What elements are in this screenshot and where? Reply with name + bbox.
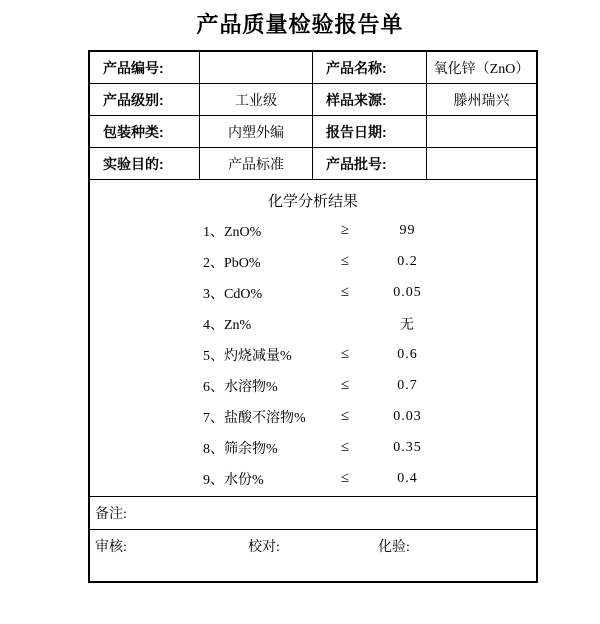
field-value-product-no <box>200 52 313 84</box>
chem-item-value: 0.4 <box>397 470 418 486</box>
report-table <box>88 50 538 583</box>
chem-row <box>90 215 536 246</box>
chem-item-value: 0.05 <box>393 284 422 300</box>
chem-row <box>90 308 536 339</box>
chem-item-label: 7、盐酸不溶物% <box>203 410 306 426</box>
chem-item-label: 2、PbO% <box>203 255 261 271</box>
field-label-batch-no: 产品批号: <box>313 148 427 180</box>
tester-label: 化验: <box>378 540 410 555</box>
chem-row <box>90 401 536 432</box>
chem-item-label: 6、水溶物% <box>203 379 278 395</box>
field-value-test-purpose: 产品标准 <box>200 148 313 180</box>
chem-item-operator: ≤ <box>340 346 350 362</box>
chem-item-label: 4、Zn% <box>203 317 252 333</box>
field-value-product-grade: 工业级 <box>200 84 313 116</box>
chem-item-value: 0.35 <box>393 439 422 455</box>
field-label-product-grade: 产品级别: <box>90 84 200 116</box>
field-label-sample-source: 样品来源: <box>313 84 427 116</box>
chem-item-label: 8、筛余物% <box>203 441 278 457</box>
field-value-batch-no <box>427 148 536 180</box>
chem-item-operator: ≥ <box>340 222 350 238</box>
field-label-package-type: 包装种类: <box>90 116 200 148</box>
chemical-analysis-section <box>90 180 536 497</box>
field-value-product-name: 氧化锌（ZnO） <box>427 52 536 84</box>
chem-item-value: 0.2 <box>397 253 418 269</box>
field-value-package-type: 内塑外编 <box>200 116 313 148</box>
chem-item-label: 5、灼烧减量% <box>203 348 292 364</box>
chem-item-value: 0.7 <box>397 377 418 393</box>
chem-row <box>90 339 536 370</box>
page-title: 产品质量检验报告单 <box>196 12 404 37</box>
field-label-report-date: 报告日期: <box>313 116 427 148</box>
field-label-test-purpose: 实验目的: <box>90 148 200 180</box>
field-value-sample-source: 滕州瑞兴 <box>427 84 536 116</box>
signature-row <box>90 530 536 581</box>
chem-item-value: 99 <box>399 222 416 238</box>
chem-item-operator: ≤ <box>340 470 350 486</box>
chem-row <box>90 246 536 277</box>
chem-item-operator: ≤ <box>340 284 350 300</box>
field-label-product-no: 产品编号: <box>90 52 200 84</box>
info-grid <box>90 52 536 180</box>
chem-item-label: 9、水份% <box>203 472 264 488</box>
chem-item-value: 0.6 <box>397 346 418 362</box>
reviewer-label: 审核: <box>95 540 127 555</box>
chemical-analysis-title: 化学分析结果 <box>267 194 358 210</box>
chem-item-operator: ≤ <box>340 408 350 424</box>
remarks-label: 备注: <box>95 507 127 522</box>
chem-item-operator: ≤ <box>340 439 350 455</box>
chem-row <box>90 370 536 401</box>
chem-row <box>90 277 536 308</box>
field-value-report-date <box>427 116 536 148</box>
chem-item-operator: ≤ <box>340 253 350 269</box>
chem-row <box>90 432 536 463</box>
field-label-product-name: 产品名称: <box>313 52 427 84</box>
chem-item-value: 0.03 <box>393 408 422 424</box>
chem-item-value: 无 <box>400 317 415 333</box>
chem-item-label: 3、CdO% <box>203 286 263 302</box>
remarks-row <box>90 497 536 530</box>
chem-row <box>90 463 536 494</box>
chem-item-label: 1、ZnO% <box>203 224 262 240</box>
proofreader-label: 校对: <box>248 540 280 555</box>
chem-item-operator: ≤ <box>340 377 350 393</box>
